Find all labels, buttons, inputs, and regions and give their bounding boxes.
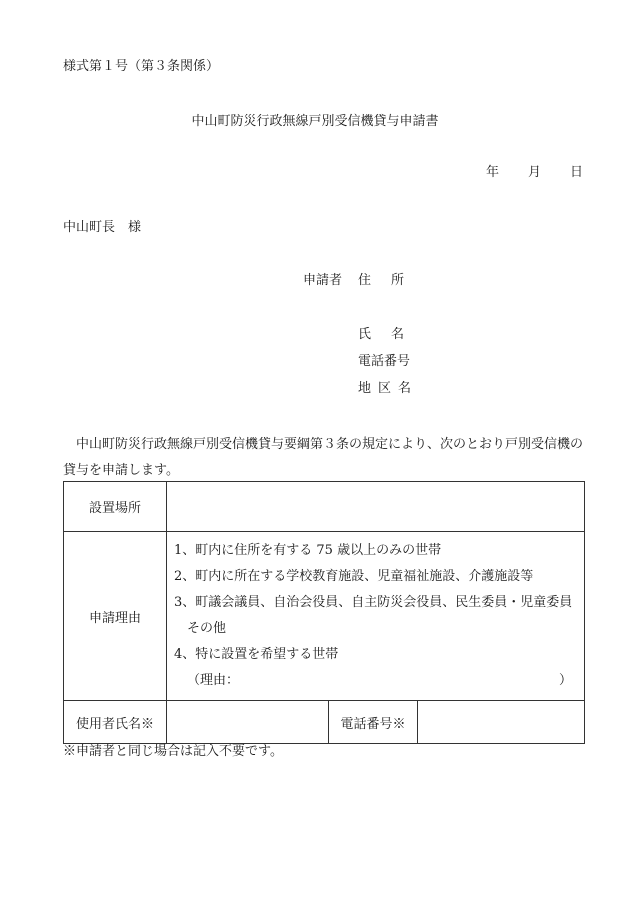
reason-option-1[interactable]: 1、町内に住所を有する 75 歳以上のみの世帯: [174, 543, 442, 558]
user-name-field[interactable]: [167, 701, 329, 744]
date-month-label: 月: [528, 165, 542, 180]
reason-label: 申請理由: [64, 532, 167, 701]
reason-other-open: （理由：: [187, 673, 240, 688]
reason-option-2[interactable]: 2、町内に所在する学校教育施設、児童福祉施設、介護施設等: [174, 569, 534, 584]
install-place-field[interactable]: [167, 482, 585, 532]
form-number: 様式第１号（第３条関係）: [63, 59, 220, 74]
install-place-label: 設置場所: [64, 482, 167, 532]
date-year-label: 年: [486, 165, 500, 180]
application-form-table: [63, 481, 585, 744]
phone-label: 電話番号: [358, 354, 411, 369]
user-phone-label: 電話番号※: [329, 701, 418, 744]
reason-other-close: ）: [559, 673, 573, 688]
name-label: 氏名: [358, 327, 425, 342]
footnote: ※申請者と同じ場合は記入不要です。: [63, 744, 283, 759]
district-label: 地区名: [358, 381, 419, 396]
table-row-install-place: [64, 482, 585, 532]
reason-option-4[interactable]: 4、特に設置を希望する世帯: [174, 647, 339, 662]
reason-options: [167, 532, 585, 701]
address-label: 住所: [358, 273, 425, 288]
document-title: 中山町防災行政無線戸別受信機貸与申請書: [191, 114, 439, 129]
reason-other-field[interactable]: [174, 668, 584, 694]
user-phone-field[interactable]: [418, 701, 585, 744]
user-name-label: 使用者氏名※: [64, 701, 167, 744]
table-row-user: [64, 701, 585, 744]
applicant-label: 申請者: [303, 273, 343, 288]
date-day-label: 日: [570, 165, 584, 180]
addressee: 中山町長 様: [63, 220, 142, 235]
application-statement: 中山町防災行政無線戸別受信機貸与要綱第３条の規定により、次のとおり戸別受信機の貸与を申請します。: [63, 437, 584, 478]
reason-option-3[interactable]: 3、町議会議員、自治会役員、自主防災会役員、民生委員・児童委員その他: [174, 595, 573, 636]
table-row-reason: [64, 532, 585, 701]
